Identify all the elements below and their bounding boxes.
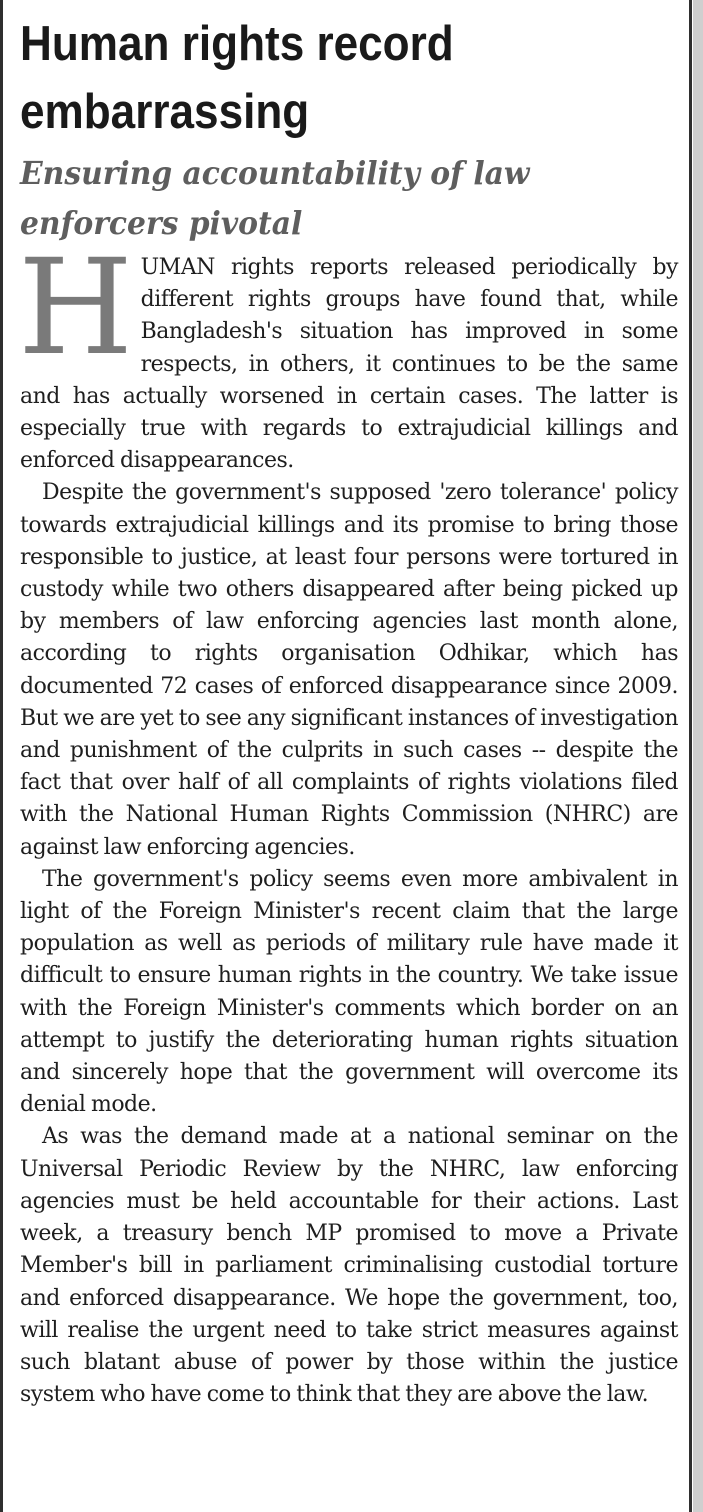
headline-line-2: embarrassing: [20, 85, 310, 139]
right-margin-strip: [693, 0, 703, 1512]
drop-cap: H: [18, 231, 133, 385]
paragraph-2: Despite the government's supposed 'zero tolerance' policy towards extrajudicial killings and its promise to bring those responsible to justice, at least four persons were tortured in custody while two others disappeared after being picked up by members of law enforcing agencies last month alone, according to rights organisation Odhikar, which has documented 72 cases of enforced disappearance since 2009. But we are yet to see any significant instances of investigation and punishment of the culprits in such cases -- despite the fact that over half of all complaints of rights violations filed with the National Human Rights Commission (NHRC) are against law enforcing agencies.: [20, 480, 678, 860]
paragraph-1: [18, 231, 678, 477]
subheadline: [20, 148, 680, 248]
paragraph-1-text: UMAN rights reports released periodically by different rights groups have found that, while Bangladesh's situation has improved in some respects, in others, it continues to be the same and has actually worsened in certain cases. The latter is especially true with regards to extrajudicial killings and enforced disappearances.: [20, 255, 678, 474]
paragraph-4: As was the demand made at a national seminar on the Universal Periodic Review by the NHRC, law enforcing agencies must be held accountable for their actions. Last week, a treasury bench MP promised to move a Private Member's bill in parliament criminalising custodial torture and enforced disappearance. We hope the government, too, will realise the urgent need to take strict measures against such blatant abuse of power by those within the justice system who have come to think that they are above the law.: [20, 1124, 678, 1408]
paragraph-3: The government's policy seems even more ambivalent in light of the Foreign Minister's recent claim that the large population as well as periods of military rule have made it difficult to ensure human rights in the country. We take issue with the Foreign Minister's comments which border on an attempt to justify the deteriorating human rights situation and sincerely hope that the government will overcome its denial mode.: [20, 866, 678, 1118]
headline-line-1: Human rights record: [20, 17, 454, 71]
left-border: [0, 0, 3, 1512]
subheadline-line-2: enforcers pivotal: [20, 204, 303, 242]
right-border: [689, 0, 692, 1512]
editorial-article: [20, 10, 678, 1411]
subheadline-line-1: Ensuring accountability of law: [20, 154, 530, 192]
headline: [20, 10, 686, 146]
